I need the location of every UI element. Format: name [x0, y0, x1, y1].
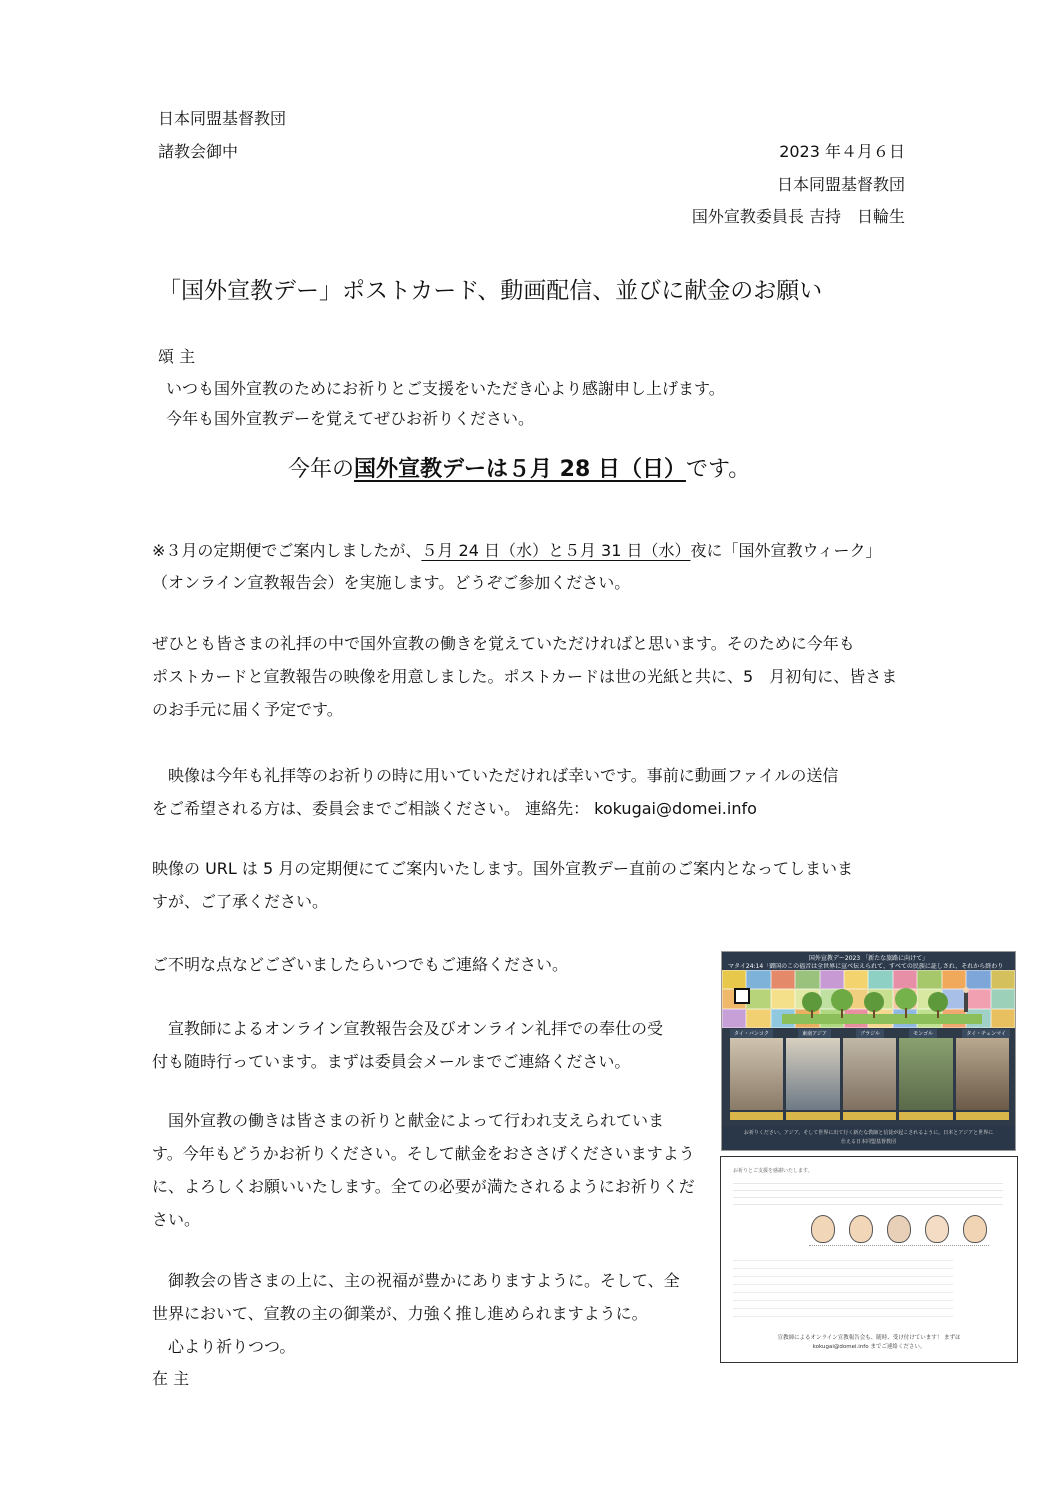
postcard-back-image	[720, 1156, 1018, 1363]
name-tag	[786, 1112, 839, 1120]
photo	[843, 1038, 896, 1110]
paragraph-line: ぜひとも皆さまの礼拝の中で国外宣教の働きを覚えていただければと思います。そのために今年も	[152, 634, 855, 653]
notice-dates: ５月 24 日（水）と５月 31 日（水）	[421, 541, 691, 560]
notice-part1: ※３月の定期便でご案内しましたが、	[152, 541, 422, 560]
divider	[809, 1245, 989, 1246]
intro-line: いつも国外宣教のためにお祈りとご支援をいただき心より感謝申し上げます。	[166, 379, 725, 398]
paragraph-contact: ご不明な点などございましたらいつでもご連絡ください。	[152, 955, 569, 974]
photo	[786, 1038, 839, 1110]
region-label: モンゴル	[909, 1029, 937, 1038]
paragraph-line: 御教会の皆さまの上に、主の祝福が豊かにありますように。そして、全	[152, 1271, 680, 1290]
paragraph-postcard	[152, 627, 897, 726]
from-org: 日本同盟基督教団	[158, 109, 287, 128]
portrait-icon	[849, 1215, 873, 1243]
portrait-icon	[887, 1215, 911, 1243]
name-tags	[730, 1112, 1009, 1120]
date: 2023 年４月６日	[779, 142, 905, 161]
name-tag	[730, 1112, 783, 1120]
missionary-photos	[730, 1038, 1009, 1110]
name-tag	[843, 1112, 896, 1120]
closing: 在 主	[152, 1369, 190, 1388]
paragraph-online	[152, 1012, 663, 1078]
paragraph-line: すが、ご了承ください。	[152, 892, 329, 911]
region-labels	[730, 1029, 1010, 1038]
recipient: 諸教会御中	[158, 142, 239, 161]
paragraph-line: ポストカードと宣教報告の映像を用意しました。ポストカードは世の光紙と共に、5 月初旬に、皆さま	[152, 667, 898, 686]
intro-line: 今年も国外宣教デーを覚えてぜひお祈りください。	[166, 409, 535, 428]
paragraph-line: 映像は今年も礼拝等のお祈りの時に用いていただければ幸いです。事前に動画ファイルの送信	[152, 766, 839, 785]
sender-name: 国外宣教委員長 吉持 日輪生	[691, 207, 905, 226]
portrait-icon	[925, 1215, 949, 1243]
postcard-front-footer: お祈りください。アジア、そして世界に出て行く新たな教師と信徒が起こされるように。日本とアジアと世界に仕える日本同盟基督教団	[722, 1126, 1015, 1150]
postcard-back-heading: お祈りとご支援を感謝いたします。	[733, 1168, 813, 1174]
notice-line-2: （オンライン宣教報告会）を実施します。どうぞご参加ください。	[152, 573, 631, 592]
paragraph-line: 映像の URL は 5 月の定期便にてご案内いたします。国外宣教デー直前のご案内となってしまいま	[152, 859, 853, 878]
paragraph-line: に、よろしくお願いいたします。全ての必要が満たされるようにお祈りくだ	[152, 1177, 695, 1196]
paragraph-line: のお手元に届く予定です。	[152, 700, 343, 719]
photo	[730, 1038, 783, 1110]
prayer-items	[733, 1253, 953, 1323]
name-tag	[899, 1112, 952, 1120]
committee-portraits	[811, 1215, 987, 1243]
region-label: タイ・バンコク	[730, 1029, 773, 1038]
sender-org: 日本同盟基督教団	[776, 175, 905, 194]
paragraph-line: をご希望される方は、委員会までご相談ください。 連絡先： kokugai@domei.info	[152, 799, 757, 818]
photo	[956, 1038, 1009, 1110]
paragraph-blessing	[152, 1264, 680, 1363]
name-tag	[956, 1112, 1009, 1120]
mission-day-announcement	[288, 452, 750, 483]
portrait-icon	[963, 1215, 987, 1243]
qr-code-icon	[734, 988, 750, 1004]
postcard-title: 国外宣教デー2023 「新たな旅路に向けて」	[808, 955, 929, 962]
postcard-front-image	[721, 951, 1016, 1151]
region-label: タイ・チェンマイ	[962, 1029, 1010, 1038]
postcard-back-contact: 宣教師によるオンライン宣教報告会も、随時、受け付けています！ まずは kokugai@domei.info までご連絡ください。	[777, 1335, 961, 1350]
postcard-back-text	[733, 1177, 1003, 1205]
paragraph-line: さい。	[152, 1210, 201, 1229]
notice-part2: 夜に「国外宣教ウィーク」	[690, 541, 882, 560]
paragraph-line: 世界において、宣教の主の御業が、力強く推し進められますように。	[152, 1304, 648, 1323]
greeting: 頌 主	[158, 347, 196, 366]
notice-line	[152, 540, 882, 561]
paragraph-line: 付も随時行っています。まずは委員会メールまでご連絡ください。	[152, 1052, 631, 1071]
paragraph-video	[152, 759, 838, 825]
portrait-icon	[811, 1215, 835, 1243]
photo	[899, 1038, 952, 1110]
paragraph-line: 宣教師によるオンライン宣教報告会及びオンライン礼拝での奉仕の受	[152, 1019, 664, 1038]
highlight-date: 国外宣教デーは５月 28 日（日）	[354, 457, 686, 482]
paragraph-line: 心より祈りつつ。	[152, 1337, 296, 1356]
region-label: ブラジル	[856, 1029, 884, 1038]
paragraph-line: 国外宣教の働きは皆さまの祈りと献金によって行われ支えられていま	[152, 1111, 665, 1130]
highlight-prefix: 今年の	[288, 457, 355, 482]
region-label: 東南アジア	[798, 1029, 831, 1038]
paragraph-line: す。今年もどうかお祈りください。そして献金をおささげくださいますよう	[152, 1144, 695, 1163]
postcard-verse: マタイ24:14「御国のこの福音は全世界に宣べ伝えられて、すべての民族に証しされ、それから終わり	[728, 963, 1004, 970]
tree-illustration	[782, 984, 982, 1024]
highlight-suffix: です。	[685, 457, 751, 482]
paragraph-offering	[152, 1104, 695, 1236]
document-title: 「国外宣教デー」ポストカード、動画配信、並びに献金のお願い	[158, 278, 823, 304]
paragraph-url	[152, 852, 853, 918]
